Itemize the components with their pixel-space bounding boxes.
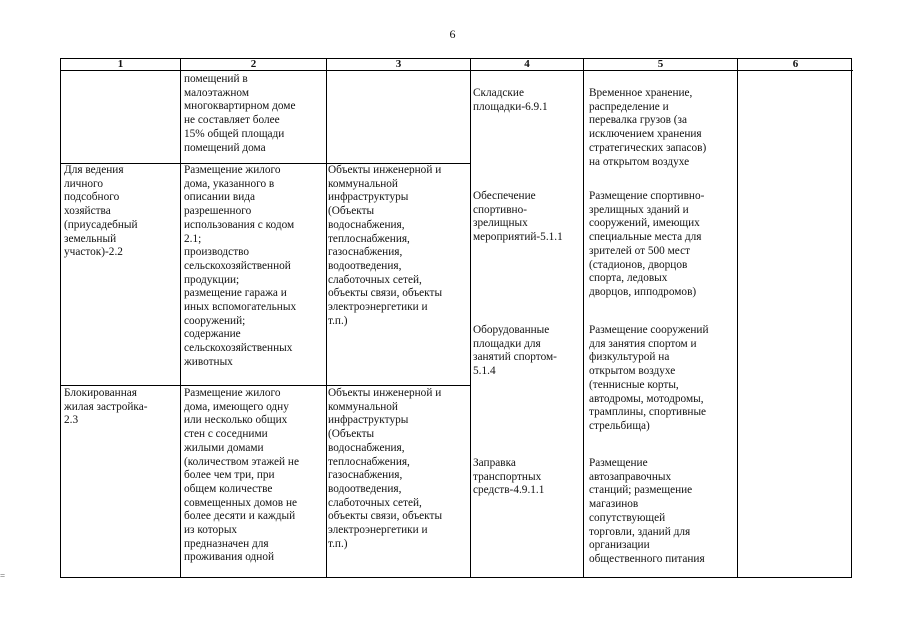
row2-use-description: Размещение жилого дома, имеющего одну или несколько общих стен с соседними жилыми домами (количеством этажей не более чем три, при общем количестве совмещенных домов не более десяти и каждый из которых предназначен для проживания одной: [184, 387, 299, 564]
column-divider: [583, 59, 584, 577]
conditional-use-sports-events: Обеспечение спортивно- зрелищных мероприятий-5.1.1: [473, 190, 563, 244]
row1-use-description: Размещение жилого дома, указанного в описании вида разрешенного использования с кодом 2.1; производство сельскохозяйственной продукции; размещение гаража и иных вспомогательных сооружений; содержание сельскохозяйственных животных: [184, 164, 297, 368]
column-header-1: 1: [117, 58, 124, 70]
column-header-6: 6: [792, 58, 799, 70]
header-divider: [61, 70, 853, 71]
column-divider: [180, 59, 181, 577]
row2-use-type: Блокированная жилая застройка- 2.3: [64, 387, 148, 427]
conditional-use-sports-grounds: Оборудованные площадки для занятий спортом- 5.1.4: [473, 324, 557, 378]
row2-auxiliary-uses: Объекты инженерной и коммунальной инфраструктуры (Объекты водоснабжения, теплоснабжения, газоснабжения, водоотведения, слаботочных сетей, объекты связи, объекты электроэнергетики и т.п.): [328, 387, 443, 550]
conditional-description-sports-events: Размещение спортивно- зрелищных зданий и сооружений, имеющих специальные места для зрителей от 500 мест (стадионов, дворцов спорта, ледовых дворцов, ипподромов): [589, 190, 705, 298]
row1-auxiliary-uses: Объекты инженерной и коммунальной инфраструктуры (Объекты водоснабжения, теплоснабжения, газоснабжения, водоотведения, слаботочных сетей, объекты связи, объекты электроэнергетики и т.п.): [328, 164, 443, 327]
conditional-use-warehouse: Складские площадки-6.9.1: [473, 87, 548, 113]
column-divider: [470, 59, 471, 577]
conditional-use-fuel-station: Заправка транспортных средств-4.9.1.1: [473, 457, 545, 497]
edge-mark: =: [0, 571, 6, 581]
zoning-table: [60, 58, 852, 578]
column-header-3: 3: [395, 58, 402, 70]
conditional-description-sports-grounds: Размещение сооружений для занятия спортом и физкультурой на открытом воздухе (теннисные корты, автодромы, мотодромы, трамплины, спортивные стрельбища): [589, 324, 709, 432]
page-number: 6: [449, 27, 456, 41]
row0-permitted-use-description: помещений в малоэтажном многоквартирном доме не составляет более 15% общей площади помещений дома: [184, 73, 296, 154]
column-header-5: 5: [657, 58, 664, 70]
conditional-description-fuel-station: Размещение автозаправочных станций; размещение магазинов сопутствующей торговли, зданий для организации общественного питания: [589, 457, 705, 565]
row1-use-type: Для ведения личного подсобного хозяйства (приусадебный земельный участок)-2.2: [64, 164, 138, 259]
conditional-description-warehouse: Временное хранение, распределение и перевалка грузов (за исключением хранения стратегических запасов) на открытом воздухе: [589, 87, 707, 168]
row-divider: [61, 385, 471, 386]
column-header-4: 4: [524, 58, 530, 70]
column-divider: [326, 59, 327, 577]
column-header-2: 2: [250, 58, 257, 70]
column-divider: [737, 59, 738, 577]
